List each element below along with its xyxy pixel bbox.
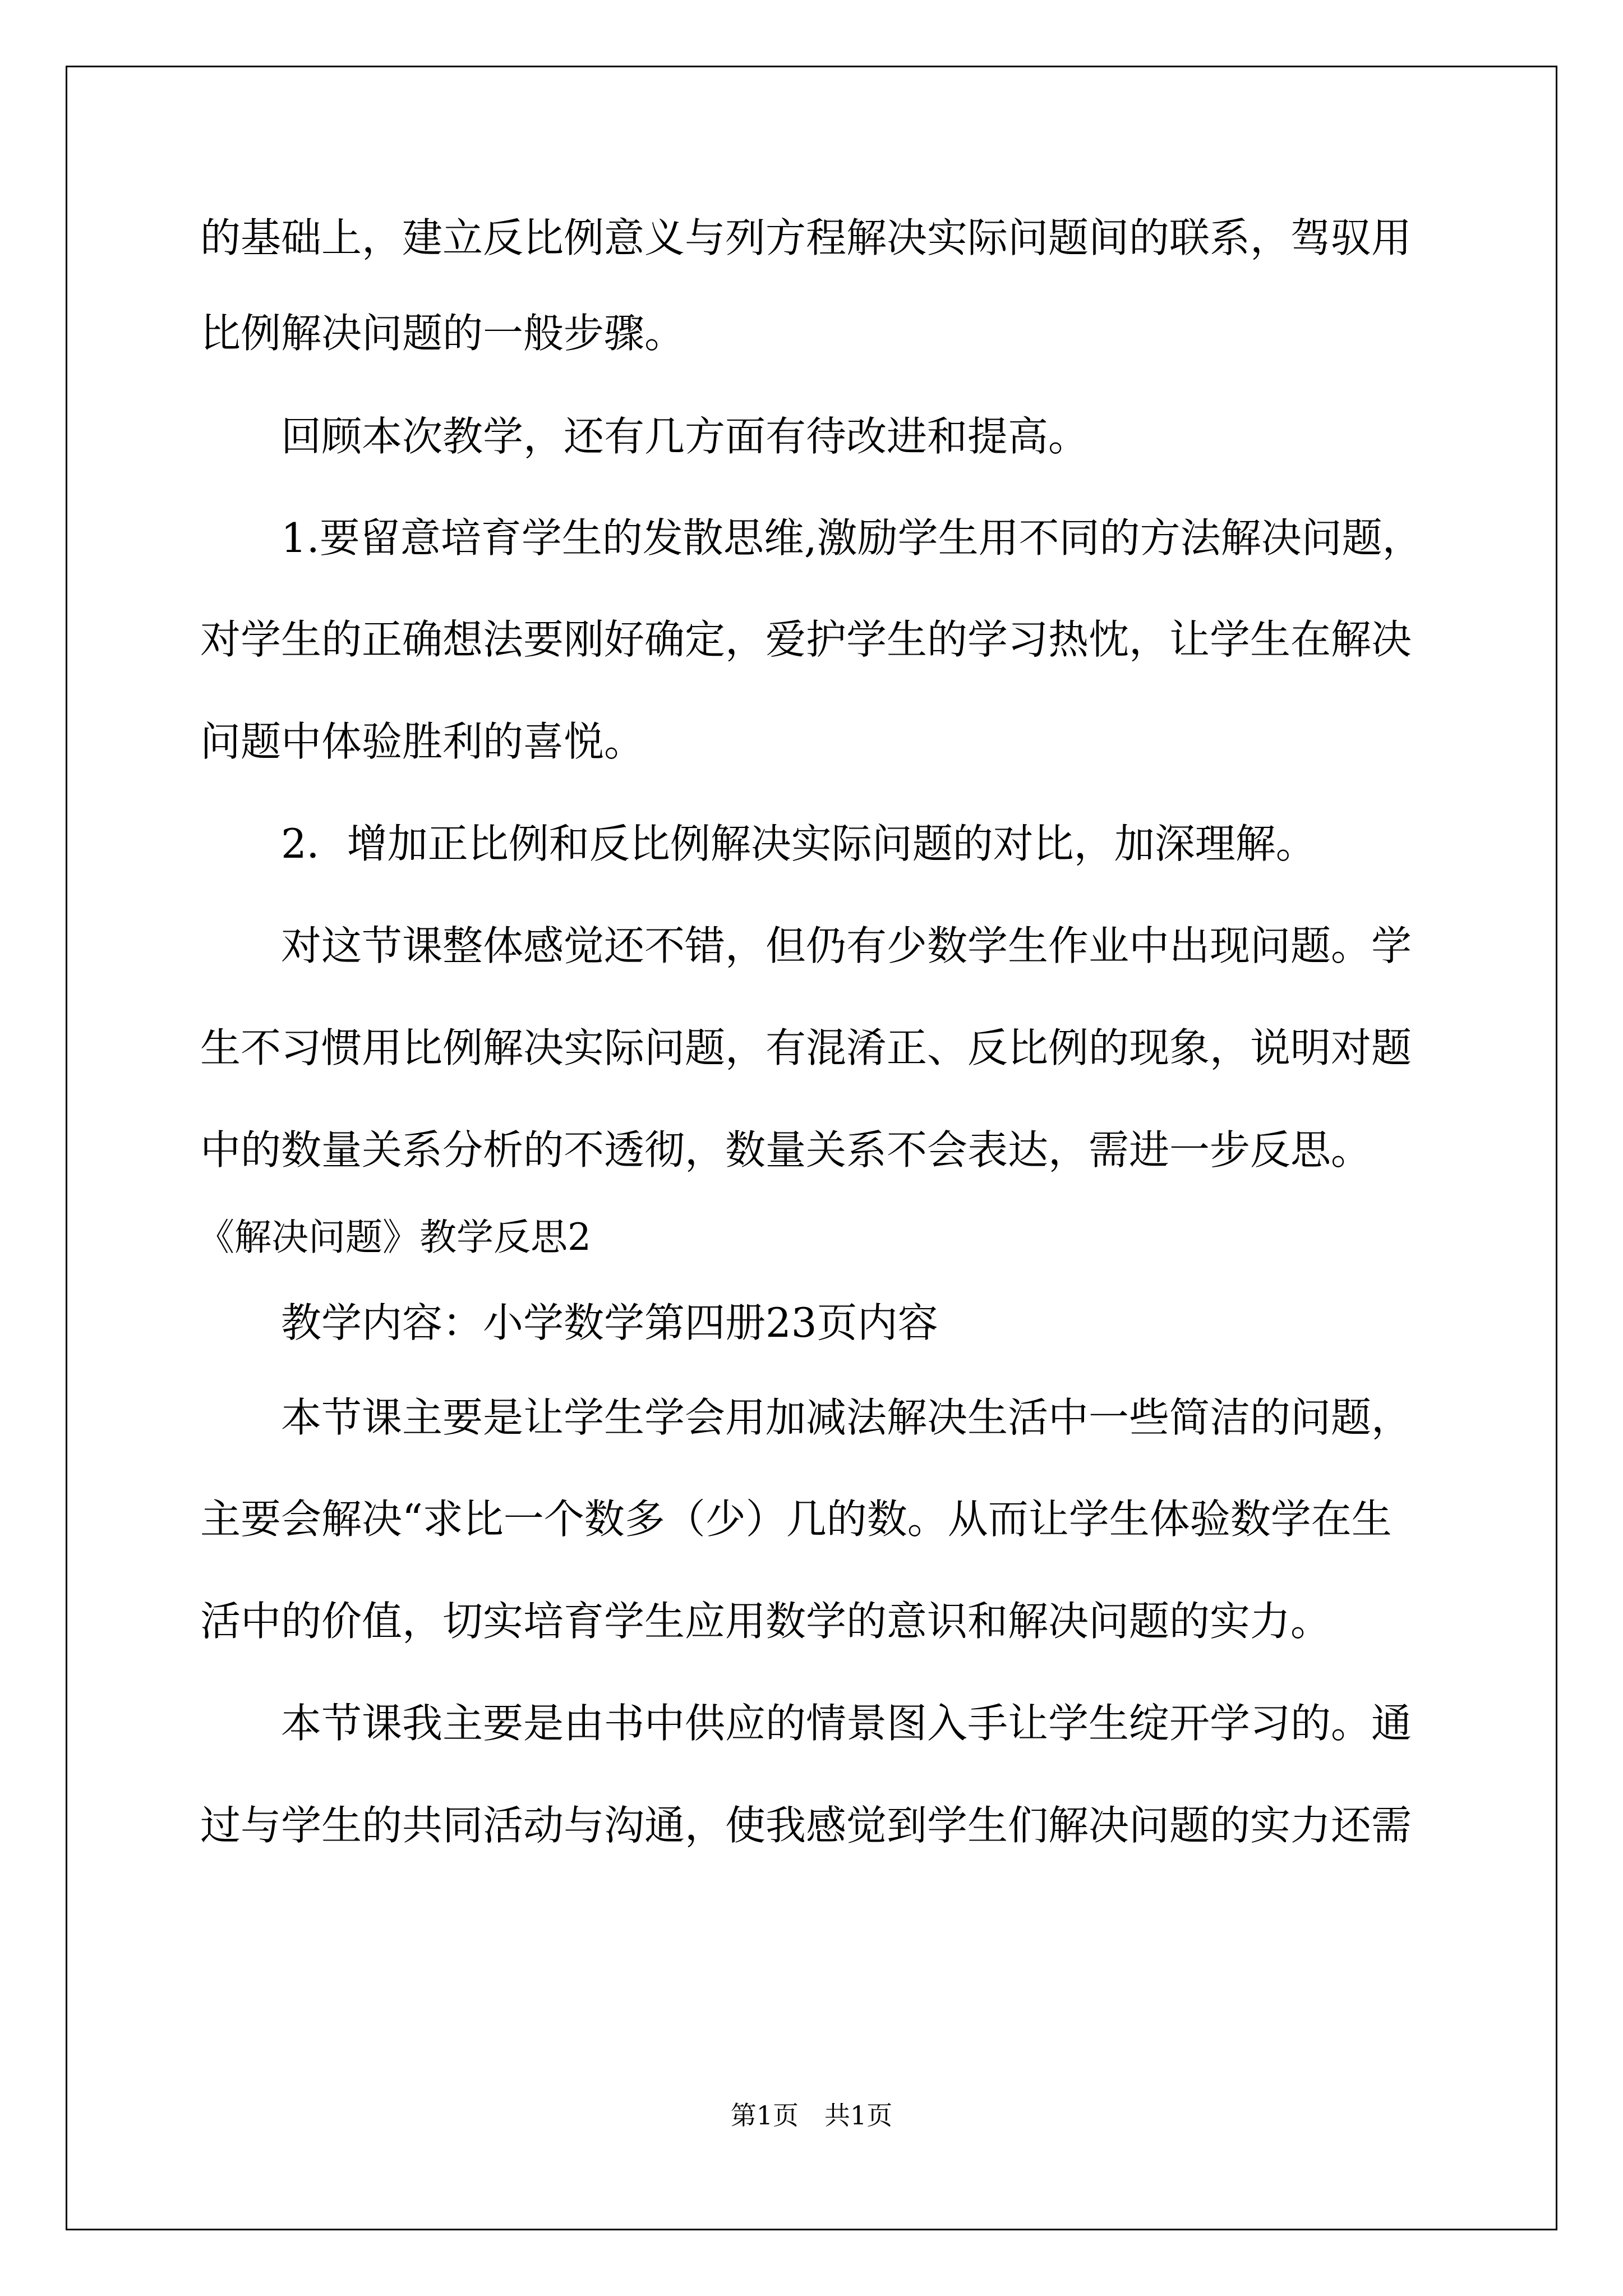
text-line: 问题中体验胜利的喜悦。	[200, 718, 645, 765]
section-heading: 《解决问题》教学反思2	[197, 1216, 591, 1259]
page-footer: 第1页 共1页	[730, 2100, 893, 2131]
text-line: 中的数量关系分析的不透彻，数量关系不会表达，需进一步反思。	[200, 1126, 1372, 1174]
text-line: 活中的价值，切实培育学生应用数学的意识和解决问题的实力。	[200, 1598, 1331, 1645]
text-line: 本节课我主要是由书中供应的情景图入手让学生绽开学习的。通	[281, 1700, 1412, 1747]
text-line: 的基础上，建立反比例意义与列方程解决实际问题间的联系，驾驭用	[200, 214, 1412, 261]
text-line: 对这节课整体感觉还不错，但仍有少数学生作业中出现问题。学	[281, 922, 1412, 969]
text-line: 教学内容：小学数学第四册23页内容	[281, 1299, 938, 1346]
text-line: 2．增加正比例和反比例解决实际问题的对比，加深理解。	[281, 820, 1316, 867]
text-line: 生不习惯用比例解决实际问题，有混淆正、反比例的现象，说明对题	[200, 1024, 1412, 1071]
text-line: 回顾本次教学，还有几方面有待改进和提高。	[281, 413, 1089, 460]
text-line: 主要会解决“求比一个数多（少）几的数。从而让学生体验数学在生	[200, 1496, 1392, 1543]
text-line: 过与学生的共同活动与沟通，使我感觉到学生们解决问题的实力还需	[200, 1802, 1412, 1849]
text-line: 1.要留意培育学生的发散思维,激励学生用不同的方法解决问题，	[281, 514, 1423, 562]
text-line: 比例解决问题的一般步骤。	[200, 310, 685, 357]
text-line: 对学生的正确想法要刚好确定，爱护学生的学习热忱，让学生在解决	[200, 616, 1412, 663]
text-line: 本节课主要是让学生学会用加减法解决生活中一些简洁的问题，	[281, 1394, 1412, 1441]
